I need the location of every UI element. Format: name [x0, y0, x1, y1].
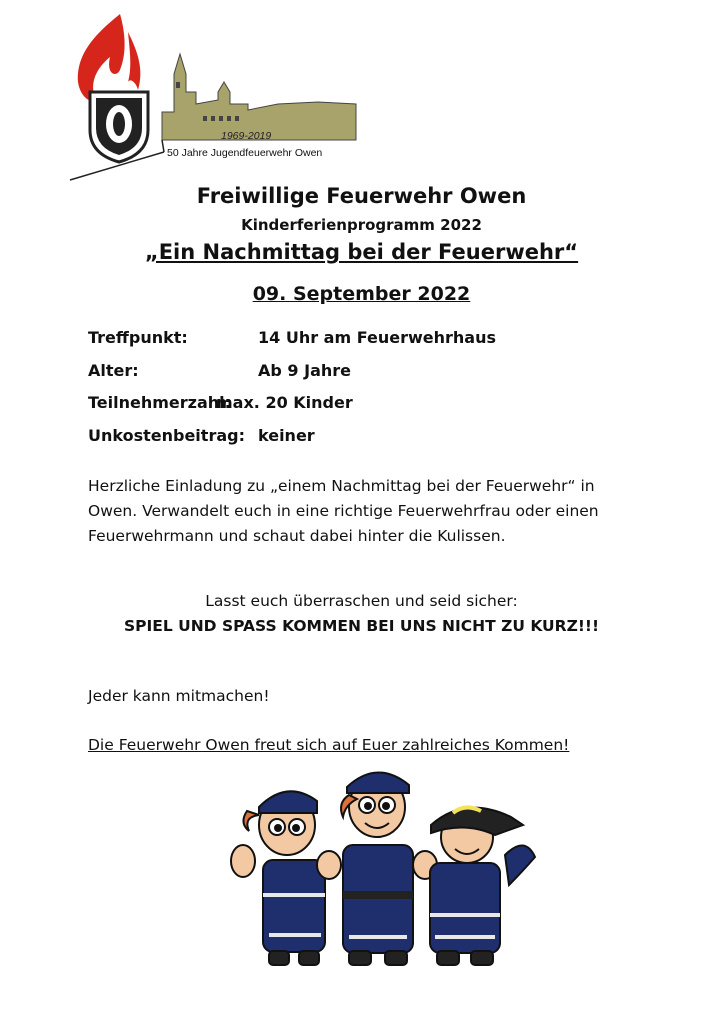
program-subtitle: Kinderferienprogramm 2022: [241, 216, 482, 234]
detail-label: Treffpunkt:: [88, 328, 188, 347]
logo-years: 1969-2019: [221, 130, 272, 142]
detail-row-participants: [88, 393, 353, 412]
fun-line: SPIEL UND SPASS KOMMEN BEI UNS NICHT ZU KURZ!!!: [123, 617, 600, 635]
everyone-line: Jeder kann mitmachen!: [88, 687, 270, 705]
detail-value: max. 20 Kinder: [216, 393, 353, 412]
detail-label: Teilnehmerzahl:: [88, 393, 232, 412]
detail-label: Unkostenbeitrag:: [88, 426, 245, 445]
organization-title: Freiwillige Feuerwehr Owen: [196, 184, 527, 208]
cartoon-firefighters: [225, 765, 555, 975]
detail-value: 14 Uhr am Feuerwehrhaus: [258, 328, 496, 347]
logo-caption: 50 Jahre Jugendfeuerwehr Owen: [167, 147, 323, 159]
fire-brigade-logo: [68, 12, 368, 187]
detail-row-cost: [88, 426, 315, 445]
fire-brigade-logo-icon: [68, 12, 368, 187]
event-title: „Ein Nachmittag bei der Feuerwehr“: [144, 240, 579, 264]
event-date: 09. September 2022: [252, 283, 471, 305]
detail-row-meeting-point: [88, 328, 496, 347]
closing-line: Die Feuerwehr Owen freut sich auf Euer zahlreiches Kommen!: [88, 736, 570, 754]
detail-value: Ab 9 Jahre: [258, 361, 351, 380]
detail-label: Alter:: [88, 361, 139, 380]
invitation-paragraph: Herzliche Einladung zu „einem Nachmittag bei der Feuerwehr“ in Owen. Verwandelt euch in eine richtige Feuerwehrfrau oder einen Feuerwehrmann und schaut dabei hinter die Kulissen.: [88, 477, 599, 545]
cartoon-firefighters-icon: [225, 765, 555, 975]
surprise-line: Lasst euch überraschen und seid sicher:: [205, 592, 518, 610]
detail-value: keiner: [258, 426, 315, 445]
detail-row-age: [88, 361, 351, 380]
